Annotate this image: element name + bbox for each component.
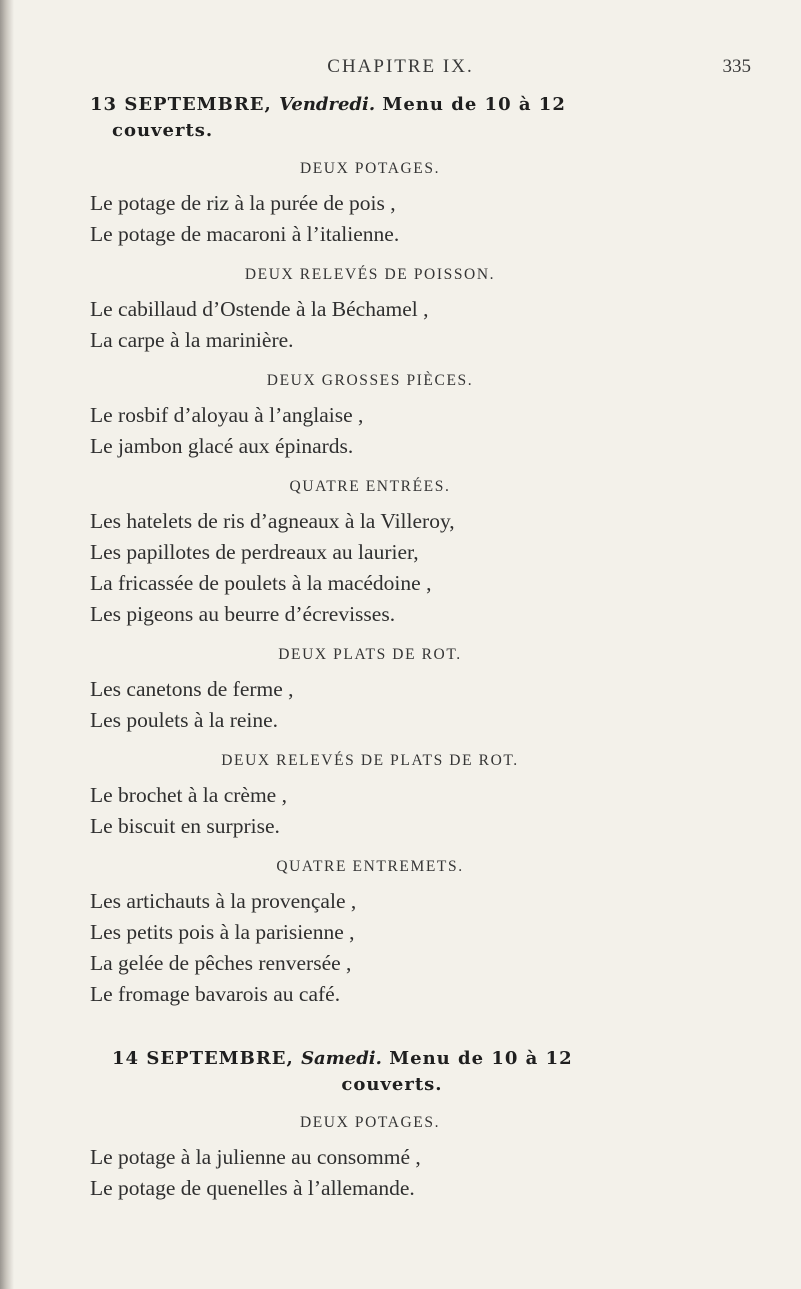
dish-item: Le fromage bavarois au café. [90,982,341,1006]
dish-item: Le rosbif d’aloyau à l’anglaise , [90,403,364,427]
menu-weekday: Vendredi. [279,94,376,115]
page-number: 335 [722,56,751,77]
menu-covers: couverts. [112,120,214,141]
page-binding-shadow [0,0,14,1289]
dish-item: Le brochet à la crème , [90,783,287,807]
dish-item: Le potage de macaroni à l’italienne. [90,222,400,246]
course-title: DEUX PLATS DE ROT. [278,646,462,663]
menu-date: 14 SEPTEMBRE, [112,1048,294,1069]
dish-item: Les petits pois à la parisienne , [90,920,355,944]
dish-item: Les poulets à la reine. [90,708,279,732]
course-title: DEUX RELEVÉS DE PLATS DE ROT. [221,752,519,769]
dish-item: La gelée de pêches renversée , [90,951,352,975]
dish-item: Le cabillaud d’Ostende à la Béchamel , [90,297,429,321]
course-title: QUATRE ENTREMETS. [276,858,464,875]
menu-september-14 [90,1046,730,1204]
course-title: DEUX GROSSES PIÈCES. [266,372,474,389]
course-title: DEUX POTAGES. [299,160,441,177]
menu-date: 13 SEPTEMBRE, [90,94,272,115]
dish-item: Les artichauts à la provençale , [90,889,357,913]
page-content [90,92,730,1204]
dish-item: Les pigeons au beurre d’écrevisses. [90,602,396,626]
menu-heading [90,1046,730,1098]
dish-item: Le potage à la julienne au consommé , [90,1145,421,1169]
course-title: DEUX POTAGES. [299,1114,441,1131]
chapter-heading: CHAPITRE IX. [327,56,474,77]
course-title: DEUX RELEVÉS DE POISSON. [244,266,496,283]
dish-item: La fricassée de poulets à la macédoine , [90,571,432,595]
dish-item: La carpe à la marinière. [90,328,294,352]
dish-item: Les canetons de ferme , [90,677,294,701]
menu-covers: couverts. [341,1074,443,1095]
dish-item: Le potage de quenelles à l’allemande. [90,1176,415,1200]
dish-item: Les papillotes de perdreaux au laurier, [90,540,419,564]
course-title: QUATRE ENTRÉES. [289,478,451,495]
menu-weekday: Samedi. [301,1048,382,1069]
running-head [0,56,801,86]
dish-item: Le jambon glacé aux épinards. [90,434,354,458]
dish-item: Le potage de riz à la purée de pois , [90,191,396,215]
menu-september-13 [90,92,730,1010]
menu-title: Menu de 10 à 12 [389,1048,573,1069]
dish-item: Les hatelets de ris d’agneaux à la Villeroy, [90,509,455,533]
menu-heading [90,92,730,144]
menu-title: Menu de 10 à 12 [382,94,566,115]
dish-item: Le biscuit en surprise. [90,814,280,838]
